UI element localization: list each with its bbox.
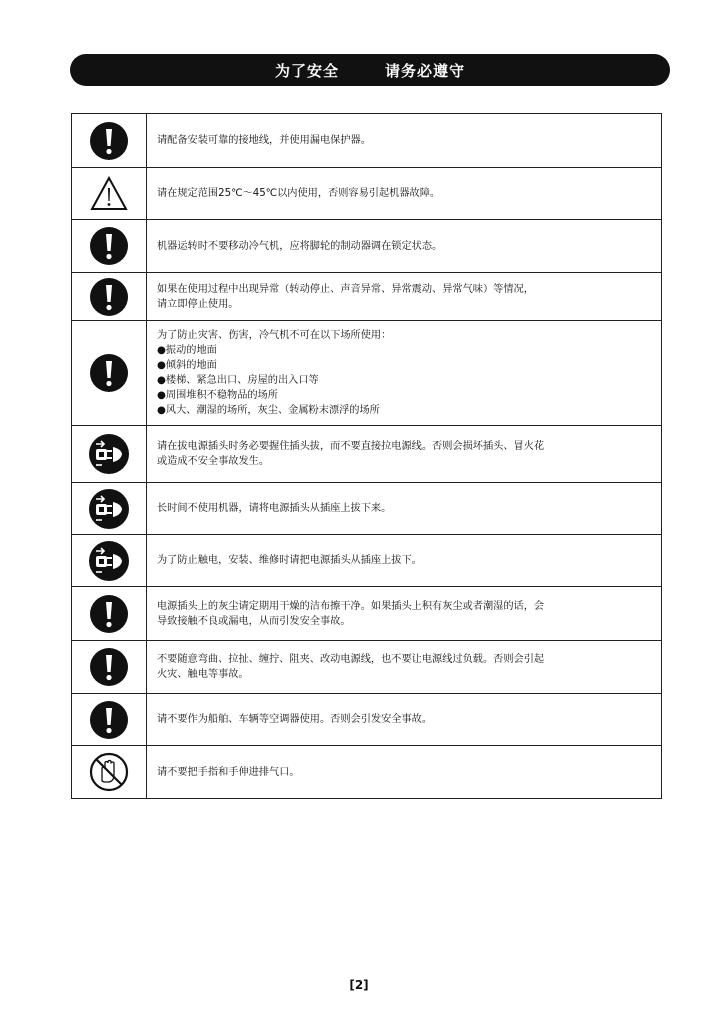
exclamation-icon [72,700,146,740]
exclamation-icon [72,121,146,161]
rule-text [147,483,662,535]
rule-row [72,641,662,694]
unplug-icon [72,540,146,582]
banner-title-right: 请务必遵守 [385,61,466,80]
rule-text-line: 或造成不安全事故发生。 [157,456,270,467]
rule-text-line: 请在规定范围25℃～45℃以内使用，否则容易引起机器故障。 [157,188,441,199]
rule-text-line: ●周围堆积不稳物品的场所 [157,390,278,401]
rule-row [72,746,662,799]
rule-text [147,114,662,168]
rule-text-line: ●风大、潮湿的场所，灰尘、金属粉末漂浮的场所 [157,405,380,416]
rule-row [72,321,662,426]
rule-text [147,220,662,273]
warning-triangle-icon [72,174,146,214]
rule-text-line: 不要随意弯曲、拉扯、缠拧、阻夹、改动电源线，也不要让电源线过负载。否则会引起 [157,654,545,665]
rule-text [147,694,662,746]
rule-text-line: 导致接触不良或漏电，从而引发安全事故。 [157,615,351,627]
rule-text [147,746,662,799]
rule-row [72,273,662,321]
rule-text [147,321,662,426]
rule-text-line: 请配备安装可靠的接地线，并使用漏电保护器。 [157,135,371,146]
rule-text-line: 请在拔电源插头时务必要握住插头拔，而不要直接拉电源线。否则会损坏插头、冒火花 [157,441,545,452]
rule-text-line: 火灾、触电等事故。 [157,669,249,680]
rule-row [72,483,662,535]
rule-text-line: 如果在使用过程中出现异常（转动停止、声音异常、异常震动、异常气味）等情况， [157,283,534,295]
rule-text [147,587,662,641]
exclamation-icon [72,277,146,317]
rule-row [72,587,662,641]
rule-row [72,220,662,273]
rule-text-line: 为了防止灾害、伤害，冷气机不可在以下场所使用： [157,330,392,341]
rule-row [72,694,662,746]
rule-text-line: 长时间不使用机器，请将电源插头从插座上拔下来。 [157,503,392,514]
rule-text-line: ●振动的地面 [157,345,217,356]
exclamation-icon [72,353,146,393]
rule-text-line: ●倾斜的地面 [157,360,217,371]
rule-text-line: 为了防止触电，安装、维修时请把电源插头从插座上拔下。 [157,555,422,566]
no-hand-icon [72,751,146,793]
rule-row [72,426,662,483]
rule-text [147,641,662,694]
exclamation-icon [72,594,146,634]
rule-text [147,535,662,587]
rule-text-line: 请不要把手指和手伸进排气口。 [157,766,300,778]
exclamation-icon [72,647,146,687]
unplug-icon [72,488,146,530]
rule-row [72,114,662,168]
unplug-icon [72,433,146,475]
rule-text [147,273,662,321]
rule-row [72,535,662,587]
banner-title-left: 为了安全 [274,61,339,80]
rule-text-line: ●楼梯、紧急出口、房屋的出入口等 [157,375,319,386]
page-number: [2] [349,978,369,992]
rule-row [72,168,662,220]
rule-text-line: 请不要作为船舶、车辆等空调器使用。否则会引发安全事故。 [157,714,433,725]
title-banner [70,54,670,86]
rule-text [147,426,662,483]
rule-text-line: 电源插头上的灰尘请定期用干燥的洁布擦干净。如果插头上积有灰尘或者潮湿的话，会 [157,600,545,612]
rule-text [147,168,662,220]
exclamation-icon [72,226,146,266]
safety-rules-table [71,113,662,799]
rule-text-line: 机器运转时不要移动冷气机，应将脚轮的制动器调在锁定状态。 [157,240,443,252]
rule-text-line: 请立即停止使用。 [157,298,239,310]
